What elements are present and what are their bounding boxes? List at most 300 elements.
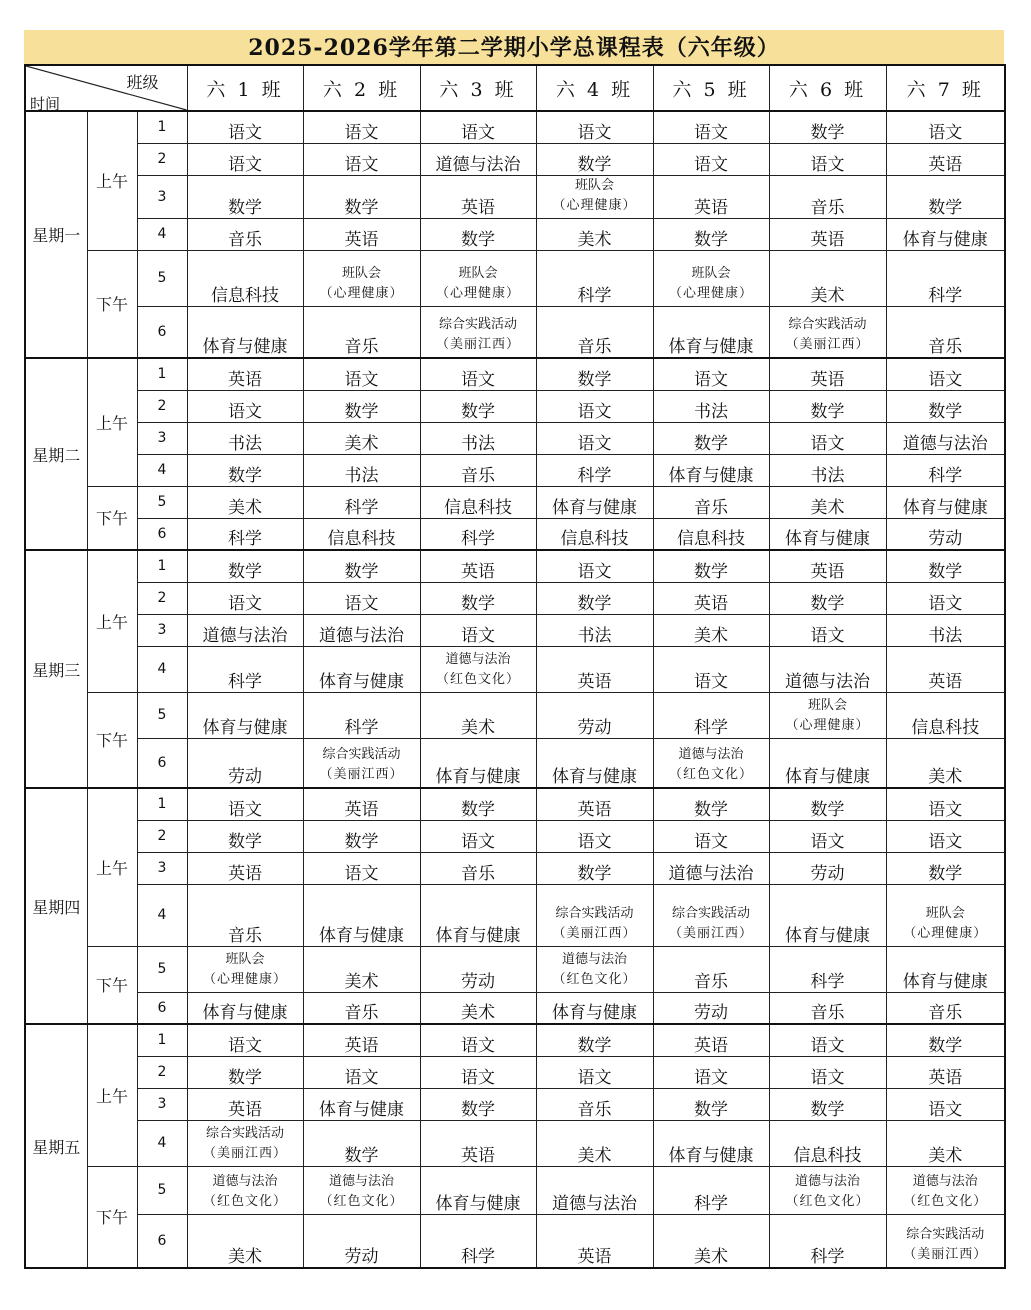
course-cell: 体育与健康 xyxy=(420,884,536,946)
period-row xyxy=(25,390,1005,422)
course-cell: 语文 xyxy=(653,143,769,175)
course-cell: 科学 xyxy=(420,1214,536,1268)
course-sub: （红色文化） xyxy=(435,671,520,687)
course-cell: 数学 xyxy=(769,111,886,143)
course-cell: 道德与法治 xyxy=(886,422,1005,454)
course-sub: （心理健康） xyxy=(435,285,520,301)
course-cell: 体育与健康 xyxy=(886,946,1005,992)
course-cell: 数学 xyxy=(653,422,769,454)
course-cell: 数学 xyxy=(769,390,886,422)
period-number: 3 xyxy=(137,175,187,218)
class-header-7: 六 7 班 xyxy=(886,65,1005,111)
course-cell: 科学 xyxy=(653,692,769,738)
day-label: 星期一 xyxy=(25,111,87,358)
period-row xyxy=(25,1088,1005,1120)
course-cell: 英语 xyxy=(187,1088,303,1120)
course-cell: 语文 xyxy=(769,143,886,175)
period-number: 1 xyxy=(137,358,187,390)
course-cell: 书法 xyxy=(769,454,886,486)
period-number: 6 xyxy=(137,738,187,788)
period-row xyxy=(25,738,1005,788)
course-cell: 美术 xyxy=(653,614,769,646)
course-cell: 美术 xyxy=(769,486,886,518)
course-cell: 数学 xyxy=(653,218,769,250)
period-number: 2 xyxy=(137,1056,187,1088)
course-two-line xyxy=(887,1225,1005,1267)
course-cell: 音乐 xyxy=(536,306,653,358)
course-cell: 体育与健康 xyxy=(769,884,886,946)
course-cell: 美术 xyxy=(420,692,536,738)
course-cell: 语文 xyxy=(420,820,536,852)
period-row xyxy=(25,358,1005,390)
course-cell: 体育与健康 xyxy=(653,306,769,358)
course-sub: （红色文化） xyxy=(202,1193,287,1209)
period-row xyxy=(25,486,1005,518)
course-cell: 语文 xyxy=(187,111,303,143)
course-cell: 数学 xyxy=(886,175,1005,218)
course-sub: （红色文化） xyxy=(319,1193,404,1209)
course-cell: 科学 xyxy=(420,518,536,550)
course-cell: 数学 xyxy=(653,788,769,820)
course-two-line xyxy=(188,950,303,992)
day-label: 星期三 xyxy=(25,550,87,788)
course-name: 班队会 xyxy=(807,697,847,713)
morning-label: 上午 xyxy=(87,358,137,486)
course-cell xyxy=(420,306,536,358)
course-cell: 语文 xyxy=(653,358,769,390)
course-cell: 科学 xyxy=(886,250,1005,306)
course-cell: 美术 xyxy=(536,1120,653,1166)
course-cell: 英语 xyxy=(187,358,303,390)
course-cell: 体育与健康 xyxy=(536,992,653,1024)
course-sub: （心理健康） xyxy=(552,197,637,213)
course-cell: 美术 xyxy=(536,218,653,250)
course-name: 班队会 xyxy=(341,265,381,281)
course-cell: 语文 xyxy=(653,1056,769,1088)
course-cell: 语文 xyxy=(536,111,653,143)
course-cell: 语文 xyxy=(536,422,653,454)
course-sub: （红色文化） xyxy=(785,1193,870,1209)
period-row xyxy=(25,306,1005,358)
course-cell: 音乐 xyxy=(886,306,1005,358)
afternoon-label: 下午 xyxy=(87,486,137,550)
course-cell xyxy=(536,175,653,218)
course-cell: 语文 xyxy=(769,1056,886,1088)
period-number: 4 xyxy=(137,884,187,946)
course-cell: 数学 xyxy=(769,582,886,614)
period-row xyxy=(25,218,1005,250)
period-row xyxy=(25,946,1005,992)
course-cell: 数学 xyxy=(886,550,1005,582)
course-cell: 数学 xyxy=(653,550,769,582)
period-number: 1 xyxy=(137,788,187,820)
class-header-5: 六 5 班 xyxy=(653,65,769,111)
period-row xyxy=(25,422,1005,454)
schedule-table xyxy=(24,64,1006,1269)
course-cell: 体育与健康 xyxy=(303,646,420,692)
course-cell: 音乐 xyxy=(536,1088,653,1120)
course-cell xyxy=(536,884,653,946)
course-sub: （红色文化） xyxy=(903,1193,988,1209)
period-number: 5 xyxy=(137,486,187,518)
course-two-line xyxy=(188,1172,303,1214)
period-row xyxy=(25,1120,1005,1166)
course-cell: 体育与健康 xyxy=(653,1120,769,1166)
class-header-2: 六 2 班 xyxy=(303,65,420,111)
period-row xyxy=(25,852,1005,884)
course-cell: 音乐 xyxy=(886,992,1005,1024)
course-cell: 道德与法治 xyxy=(769,646,886,692)
course-cell: 音乐 xyxy=(420,454,536,486)
course-sub: （红色文化） xyxy=(668,767,753,782)
course-cell: 英语 xyxy=(536,1214,653,1268)
course-cell: 科学 xyxy=(653,1166,769,1214)
course-cell: 数学 xyxy=(536,358,653,390)
course-cell: 英语 xyxy=(303,218,420,250)
course-name: 综合实践活动 xyxy=(906,1227,985,1242)
course-cell: 道德与法治 xyxy=(187,614,303,646)
period-number: 6 xyxy=(137,518,187,550)
morning-label: 上午 xyxy=(87,788,137,946)
course-two-line xyxy=(188,1124,303,1166)
period-number: 3 xyxy=(137,1088,187,1120)
course-cell: 英语 xyxy=(420,1120,536,1166)
course-cell: 体育与健康 xyxy=(303,1088,420,1120)
course-cell: 语文 xyxy=(303,111,420,143)
course-cell: 数学 xyxy=(303,1120,420,1166)
course-cell: 美术 xyxy=(769,250,886,306)
course-cell: 书法 xyxy=(886,614,1005,646)
course-cell xyxy=(769,306,886,358)
class-header-6: 六 6 班 xyxy=(769,65,886,111)
course-cell: 数学 xyxy=(420,218,536,250)
course-cell xyxy=(420,250,536,306)
course-name: 班队会 xyxy=(925,905,965,921)
course-cell: 数学 xyxy=(187,454,303,486)
course-cell: 道德与法治 xyxy=(303,614,420,646)
course-cell: 美术 xyxy=(187,1214,303,1268)
course-cell: 书法 xyxy=(187,422,303,454)
course-cell: 信息科技 xyxy=(303,518,420,550)
course-cell: 美术 xyxy=(653,1214,769,1268)
course-cell: 语文 xyxy=(536,550,653,582)
course-cell: 语文 xyxy=(653,111,769,143)
period-number: 4 xyxy=(137,454,187,486)
course-cell: 语文 xyxy=(420,614,536,646)
course-name: 综合实践活动 xyxy=(205,1125,284,1141)
course-cell: 数学 xyxy=(187,820,303,852)
period-row xyxy=(25,692,1005,738)
course-two-line xyxy=(654,745,769,787)
course-cell: 科学 xyxy=(886,454,1005,486)
period-row xyxy=(25,1214,1005,1268)
afternoon-label: 下午 xyxy=(87,1166,137,1268)
course-cell: 数学 xyxy=(886,1024,1005,1056)
course-cell: 书法 xyxy=(536,614,653,646)
course-cell: 数学 xyxy=(653,1088,769,1120)
period-number: 2 xyxy=(137,390,187,422)
period-row xyxy=(25,550,1005,582)
course-cell xyxy=(653,884,769,946)
day-label: 星期五 xyxy=(25,1024,87,1268)
course-cell: 体育与健康 xyxy=(769,518,886,550)
period-row xyxy=(25,614,1005,646)
course-sub: （美丽江西） xyxy=(319,767,404,782)
period-number: 4 xyxy=(137,646,187,692)
course-sub: （美丽江西） xyxy=(903,1247,988,1262)
course-name: 综合实践活动 xyxy=(438,317,517,332)
course-name: 道德与法治 xyxy=(212,1173,278,1189)
course-two-line xyxy=(421,650,536,692)
course-cell: 劳动 xyxy=(303,1214,420,1268)
course-cell: 体育与健康 xyxy=(536,486,653,518)
course-sub: （美丽江西） xyxy=(202,1145,287,1161)
course-cell xyxy=(187,946,303,992)
corner-cell xyxy=(25,65,187,111)
course-cell: 语文 xyxy=(420,358,536,390)
course-cell: 体育与健康 xyxy=(420,738,536,788)
period-row xyxy=(25,111,1005,143)
period-row xyxy=(25,992,1005,1024)
course-cell xyxy=(303,738,420,788)
course-sub: （美丽江西） xyxy=(435,337,520,352)
period-number: 3 xyxy=(137,852,187,884)
course-cell: 语文 xyxy=(187,788,303,820)
course-cell: 语文 xyxy=(886,111,1005,143)
course-cell: 语文 xyxy=(303,852,420,884)
course-cell: 道德与法治 xyxy=(653,852,769,884)
course-cell: 数学 xyxy=(187,550,303,582)
period-row xyxy=(25,820,1005,852)
course-cell: 科学 xyxy=(536,250,653,306)
day-label: 星期二 xyxy=(25,358,87,550)
period-number: 1 xyxy=(137,550,187,582)
course-cell: 数学 xyxy=(303,550,420,582)
course-cell: 语文 xyxy=(886,820,1005,852)
period-row xyxy=(25,1056,1005,1088)
period-row xyxy=(25,1166,1005,1214)
course-cell: 数学 xyxy=(769,788,886,820)
period-number: 5 xyxy=(137,946,187,992)
class-header-3: 六 3 班 xyxy=(420,65,536,111)
course-cell: 英语 xyxy=(653,1024,769,1056)
course-cell: 数学 xyxy=(886,852,1005,884)
course-two-line xyxy=(887,904,1005,946)
course-name: 综合实践活动 xyxy=(671,905,750,921)
course-cell: 英语 xyxy=(886,646,1005,692)
course-name: 综合实践活动 xyxy=(788,317,867,332)
course-cell: 书法 xyxy=(653,390,769,422)
course-cell: 科学 xyxy=(536,454,653,486)
period-number: 5 xyxy=(137,250,187,306)
course-cell: 英语 xyxy=(536,646,653,692)
course-two-line xyxy=(770,1172,886,1214)
course-cell: 语文 xyxy=(420,111,536,143)
course-cell: 美术 xyxy=(886,1120,1005,1166)
course-two-line xyxy=(537,904,653,946)
course-cell: 信息科技 xyxy=(420,486,536,518)
period-number: 5 xyxy=(137,1166,187,1214)
course-cell: 科学 xyxy=(769,1214,886,1268)
course-cell: 语文 xyxy=(769,614,886,646)
period-row xyxy=(25,143,1005,175)
course-cell: 语文 xyxy=(303,358,420,390)
course-name: 班队会 xyxy=(458,265,498,281)
course-two-line xyxy=(304,264,420,306)
course-cell: 数学 xyxy=(303,390,420,422)
course-cell: 体育与健康 xyxy=(536,738,653,788)
course-name: 班队会 xyxy=(225,951,265,967)
course-cell: 语文 xyxy=(769,820,886,852)
course-cell: 劳动 xyxy=(653,992,769,1024)
course-cell: 体育与健康 xyxy=(420,1166,536,1214)
course-cell: 语文 xyxy=(536,820,653,852)
course-two-line xyxy=(770,315,886,357)
course-cell xyxy=(187,1166,303,1214)
course-cell: 数学 xyxy=(303,820,420,852)
course-cell: 数学 xyxy=(420,788,536,820)
period-row xyxy=(25,582,1005,614)
course-cell: 科学 xyxy=(187,518,303,550)
period-number: 6 xyxy=(137,992,187,1024)
course-cell xyxy=(653,250,769,306)
period-row xyxy=(25,1024,1005,1056)
course-cell: 英语 xyxy=(886,143,1005,175)
afternoon-label: 下午 xyxy=(87,692,137,788)
course-cell: 英语 xyxy=(420,175,536,218)
course-cell: 英语 xyxy=(653,582,769,614)
course-cell: 劳动 xyxy=(536,692,653,738)
period-number: 4 xyxy=(137,1120,187,1166)
course-name: 综合实践活动 xyxy=(322,747,401,762)
course-sub: （美丽江西） xyxy=(785,337,870,352)
course-cell: 语文 xyxy=(886,1088,1005,1120)
course-cell: 美术 xyxy=(420,992,536,1024)
course-cell: 英语 xyxy=(769,550,886,582)
course-cell: 信息科技 xyxy=(769,1120,886,1166)
course-cell: 语文 xyxy=(653,646,769,692)
corner-time-label: 时间 xyxy=(30,95,61,111)
course-cell: 数学 xyxy=(536,143,653,175)
course-cell: 书法 xyxy=(303,454,420,486)
course-cell: 美术 xyxy=(187,486,303,518)
period-number: 6 xyxy=(137,306,187,358)
course-cell: 美术 xyxy=(886,738,1005,788)
period-number: 6 xyxy=(137,1214,187,1268)
course-cell: 英语 xyxy=(303,1024,420,1056)
course-cell xyxy=(769,1166,886,1214)
course-cell: 道德与法治 xyxy=(536,1166,653,1214)
course-cell xyxy=(886,1214,1005,1268)
course-cell: 英语 xyxy=(536,788,653,820)
period-number: 1 xyxy=(137,1024,187,1056)
course-cell: 语文 xyxy=(187,582,303,614)
course-cell: 劳动 xyxy=(420,946,536,992)
course-cell: 音乐 xyxy=(303,992,420,1024)
course-name: 道德与法治 xyxy=(445,651,511,667)
course-cell: 语文 xyxy=(303,582,420,614)
course-name: 道德与法治 xyxy=(561,951,627,967)
course-cell xyxy=(536,946,653,992)
course-sub: （心理健康） xyxy=(785,717,870,733)
course-sub: （美丽江西） xyxy=(552,925,637,941)
course-cell: 信息科技 xyxy=(653,518,769,550)
course-cell: 英语 xyxy=(769,358,886,390)
course-two-line xyxy=(654,904,769,946)
course-cell: 英语 xyxy=(187,852,303,884)
course-cell xyxy=(420,646,536,692)
course-cell: 语文 xyxy=(420,1056,536,1088)
course-cell: 语文 xyxy=(886,788,1005,820)
course-cell: 劳动 xyxy=(187,738,303,788)
morning-label: 上午 xyxy=(87,1024,137,1166)
course-cell: 语文 xyxy=(303,143,420,175)
afternoon-label: 下午 xyxy=(87,250,137,358)
course-cell: 语文 xyxy=(886,582,1005,614)
course-cell: 数学 xyxy=(769,1088,886,1120)
course-name: 道德与法治 xyxy=(912,1173,978,1189)
course-cell xyxy=(769,692,886,738)
course-cell: 语文 xyxy=(769,1024,886,1056)
course-sub: （心理健康） xyxy=(903,925,988,941)
course-sub: （心理健康） xyxy=(319,285,404,301)
course-name: 班队会 xyxy=(574,177,614,193)
course-cell: 体育与健康 xyxy=(769,738,886,788)
course-two-line xyxy=(537,950,653,992)
course-cell: 数学 xyxy=(420,390,536,422)
course-cell: 科学 xyxy=(303,692,420,738)
course-cell: 数学 xyxy=(420,582,536,614)
day-label: 星期四 xyxy=(25,788,87,1024)
period-number: 5 xyxy=(137,692,187,738)
course-cell: 科学 xyxy=(769,946,886,992)
period-row xyxy=(25,454,1005,486)
course-cell xyxy=(303,250,420,306)
course-cell: 体育与健康 xyxy=(187,692,303,738)
course-cell: 数学 xyxy=(536,852,653,884)
course-cell: 劳动 xyxy=(769,852,886,884)
course-cell: 语文 xyxy=(420,1024,536,1056)
header-row xyxy=(25,65,1005,111)
course-cell: 音乐 xyxy=(420,852,536,884)
course-two-line xyxy=(421,315,536,357)
period-row xyxy=(25,175,1005,218)
course-sub: （红色文化） xyxy=(552,971,637,987)
course-cell: 语文 xyxy=(769,422,886,454)
period-row xyxy=(25,518,1005,550)
course-cell: 体育与健康 xyxy=(187,306,303,358)
course-cell: 语文 xyxy=(187,1024,303,1056)
course-two-line xyxy=(304,745,420,787)
course-cell: 体育与健康 xyxy=(886,218,1005,250)
course-cell: 信息科技 xyxy=(187,250,303,306)
course-cell: 体育与健康 xyxy=(653,454,769,486)
period-number: 2 xyxy=(137,582,187,614)
course-cell: 英语 xyxy=(303,788,420,820)
course-cell: 英语 xyxy=(420,550,536,582)
course-cell: 语文 xyxy=(536,390,653,422)
class-header-4: 六 4 班 xyxy=(536,65,653,111)
course-cell: 美术 xyxy=(303,422,420,454)
course-name: 道德与法治 xyxy=(328,1173,394,1189)
course-cell xyxy=(886,884,1005,946)
course-cell xyxy=(303,1166,420,1214)
course-name: 综合实践活动 xyxy=(555,905,634,921)
course-cell: 语文 xyxy=(303,1056,420,1088)
page-title: 2025-2026学年第二学期小学总课程表（六年级） xyxy=(24,30,1004,64)
course-cell: 美术 xyxy=(303,946,420,992)
course-cell: 语文 xyxy=(187,143,303,175)
